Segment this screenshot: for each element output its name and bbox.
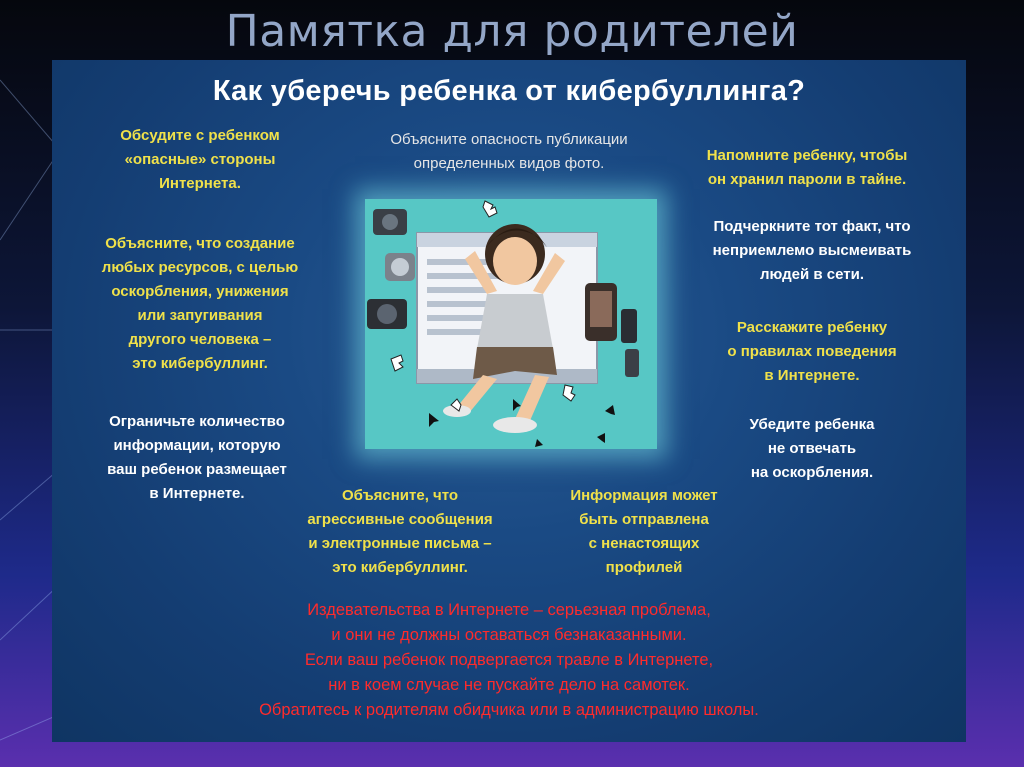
tip-aggressive-messages: Объясните, что агрессивные сообщения и электронные письма – это кибербуллинг.	[307, 487, 493, 576]
tip-fake-profiles: Информация может быть отправлена с ненастоящих профилей	[570, 487, 718, 576]
poster-heading: Как уберечь ребенка от кибербуллинга?	[212, 75, 806, 107]
camera-icon	[367, 209, 415, 329]
tip-discuss: Обсудите с ребенком «опасные» стороны Интернета.	[120, 127, 280, 192]
page-title: Памятка для родителей	[225, 6, 799, 57]
tip-rules: Расскажите ребенку о правилах поведения в Интернете.	[727, 319, 897, 384]
tip-passwords: Напомните ребенку, чтобы он хранил пароли в тайне.	[706, 147, 908, 188]
warning-text: Издевательства в Интернете – серьезная проблема, и они не должны оставаться безнаказанными. Если ваш ребенок подвергается травле в Интернете, ни в коем случае не пускайте дело на самотек. Обратитесь к родителям обидчика или в администрацию школы.	[259, 601, 759, 719]
tip-explain-resources: Объясните, что создание любых ресурсов, с целью оскорбления, унижения или запугивания другого человека – это кибербуллинг.	[101, 235, 299, 372]
tip-photo-danger: Объясните опасность публикации определенных видов фото.	[390, 131, 628, 172]
illustration-drawing	[365, 199, 657, 449]
tip-no-reply: Убедите ребенка не отвечать на оскорбления.	[749, 416, 875, 481]
tip-no-mocking: Подчеркните тот факт, что неприемлемо высмеивать людей в сети.	[712, 218, 912, 283]
tip-limit-info: Ограничьте количество информации, которую ваш ребенок размещает в Интернете.	[107, 413, 287, 502]
child-computer-illustration	[365, 199, 657, 449]
poster	[52, 60, 966, 742]
